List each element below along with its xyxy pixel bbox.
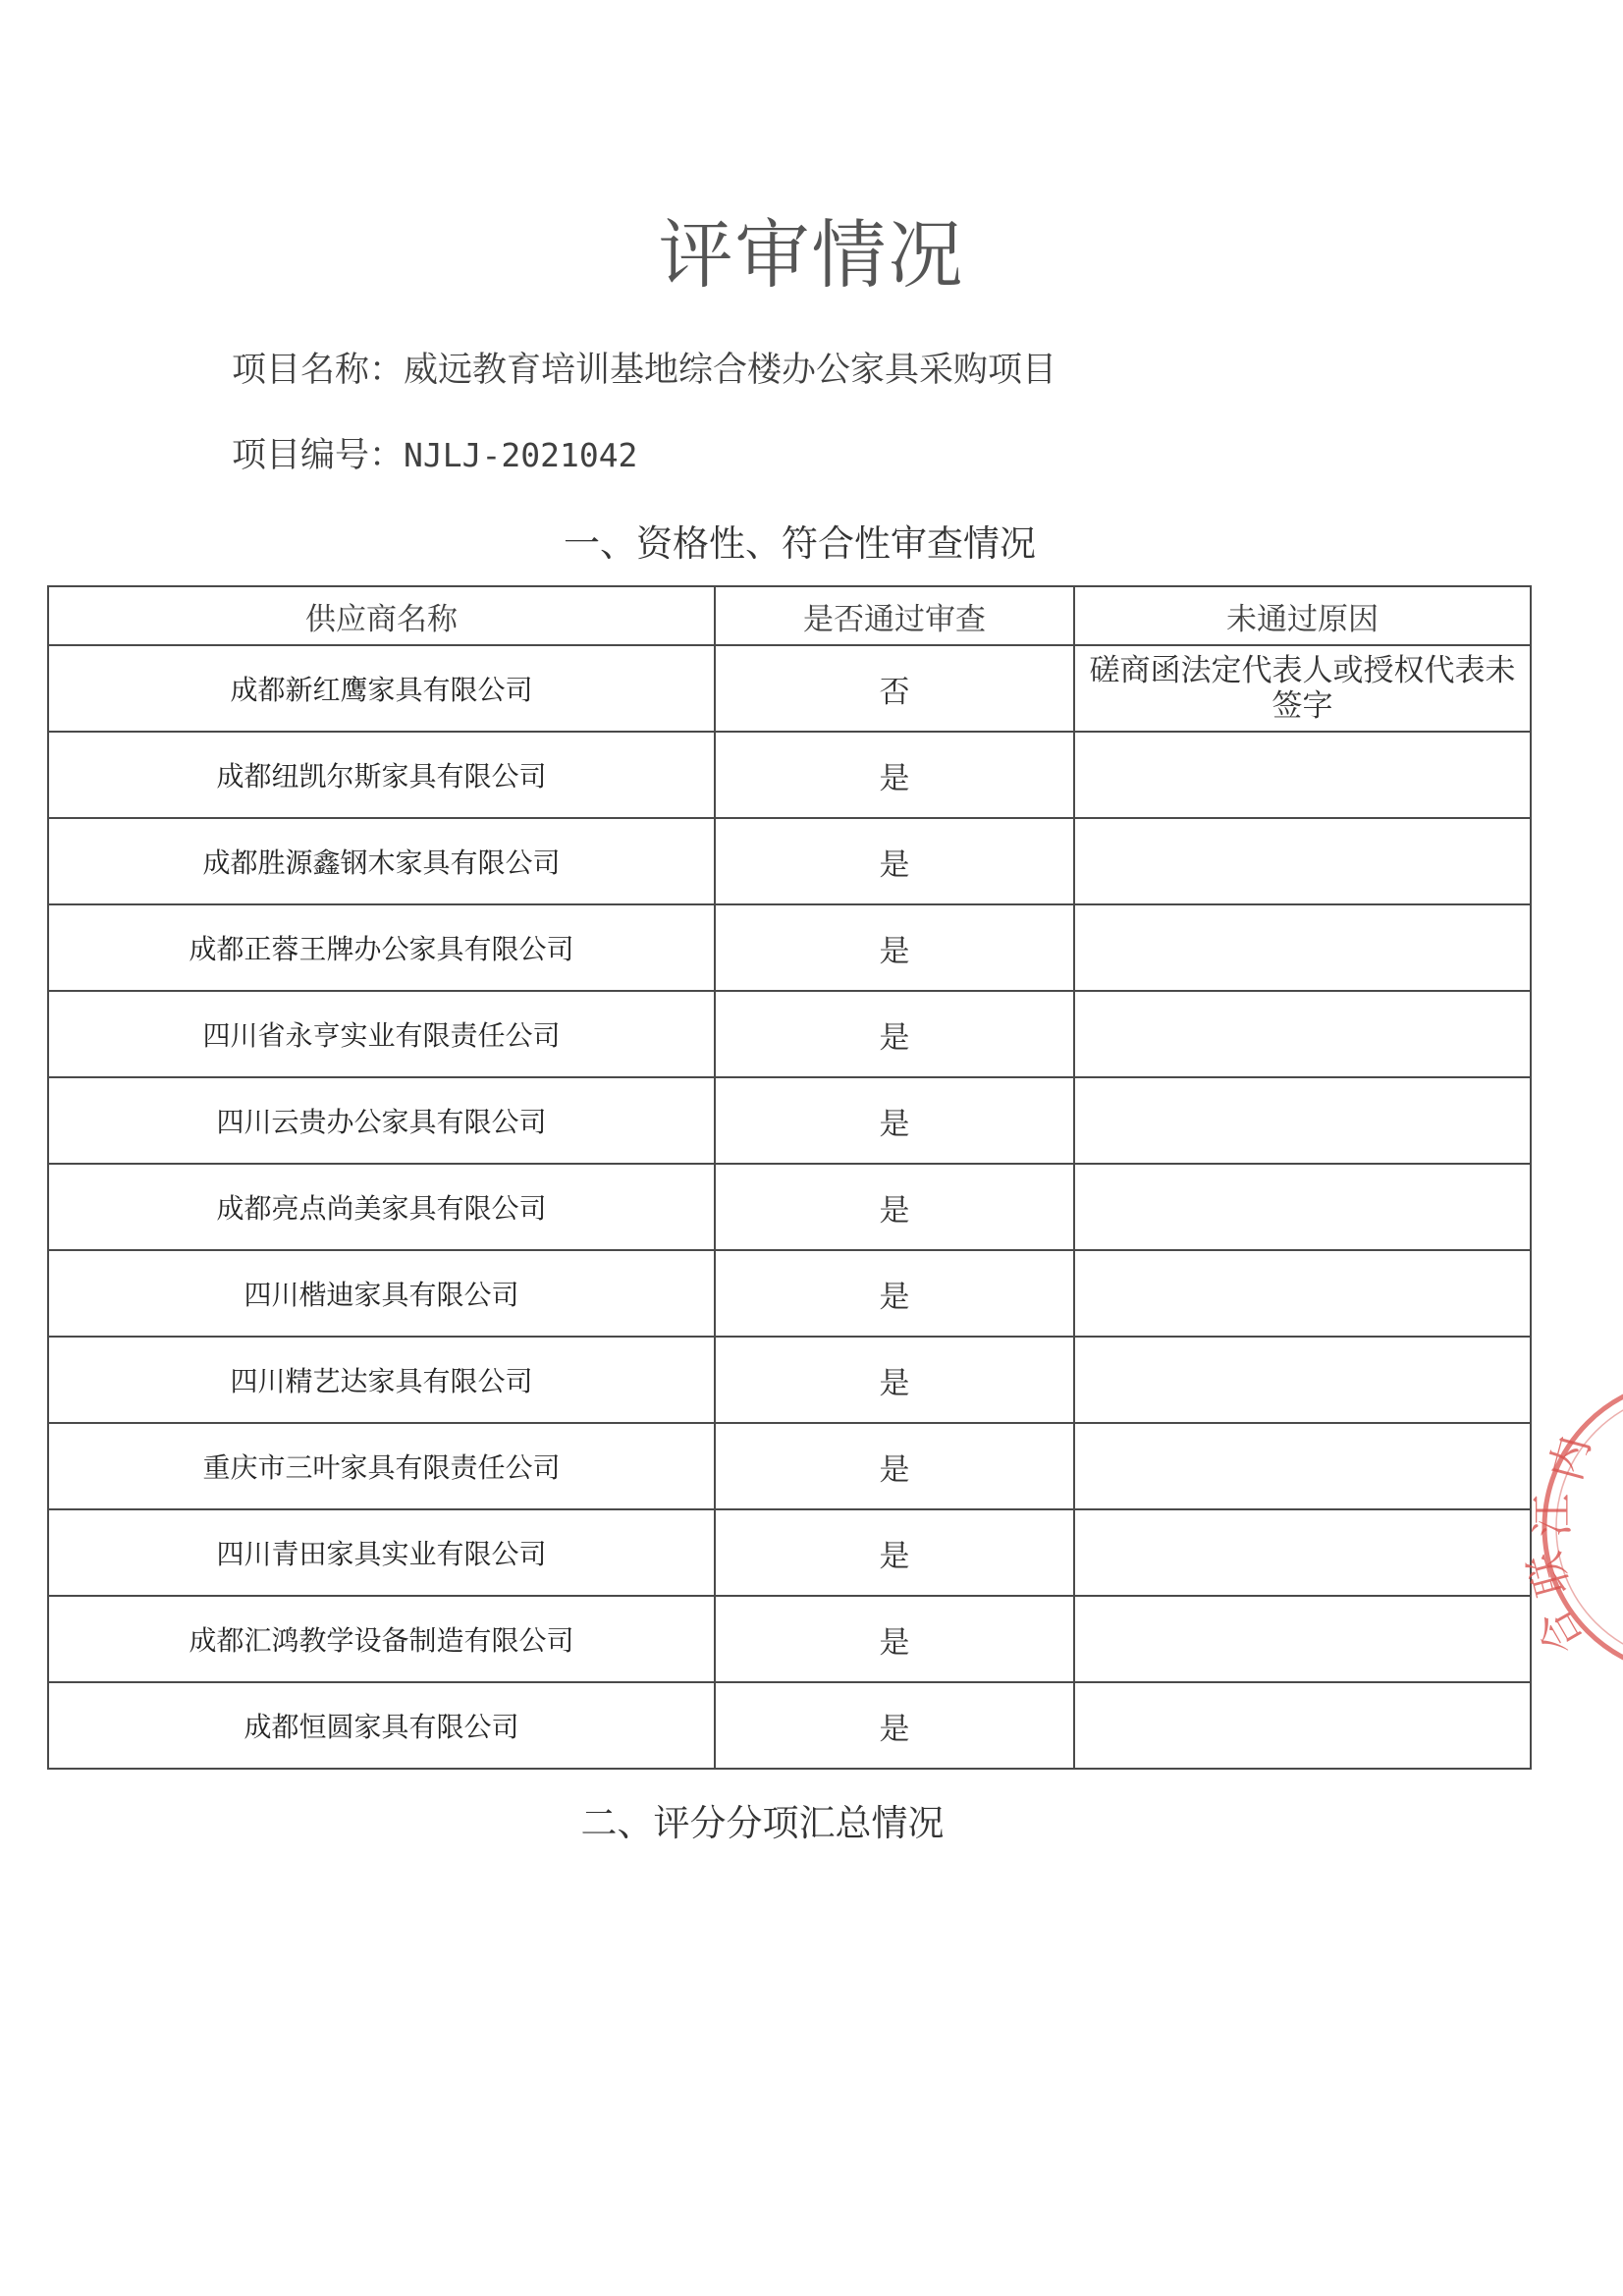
- seal-text-1: 内: [1541, 1431, 1601, 1486]
- table-row: [48, 1164, 1531, 1250]
- review-result: 否: [715, 645, 1074, 732]
- table-header-row: [48, 586, 1531, 645]
- header-passed: 是否通过审查: [715, 586, 1074, 645]
- supplier-name: 成都汇鸿教学设备制造有限公司: [48, 1596, 715, 1682]
- seal-text-2: 江: [1528, 1494, 1578, 1537]
- table-row: [48, 1509, 1531, 1596]
- review-result: 是: [715, 1596, 1074, 1682]
- supplier-name: 四川楷迪家具有限公司: [48, 1250, 715, 1337]
- review-result: 是: [715, 1077, 1074, 1164]
- table-row: [48, 1596, 1531, 1682]
- project-name-label: 项目名称：: [232, 351, 405, 390]
- fail-reason: [1074, 1682, 1531, 1769]
- review-result: 是: [715, 1682, 1074, 1769]
- page-title: 评审情况: [658, 211, 965, 299]
- review-result: 是: [715, 991, 1074, 1077]
- table-row: [48, 1337, 1531, 1423]
- fail-reason: [1074, 1250, 1531, 1337]
- fail-reason: [1074, 1423, 1531, 1509]
- supplier-name: 成都正蓉王牌办公家具有限公司: [48, 904, 715, 991]
- review-result: 是: [715, 732, 1074, 818]
- review-result: 是: [715, 1250, 1074, 1337]
- section-heading-qualification: 一、资格性、符合性审查情况: [564, 522, 1036, 565]
- supplier-name: 成都恒圆家具有限公司: [48, 1682, 715, 1769]
- header-reason: 未通过原因: [1074, 586, 1531, 645]
- supplier-name: 四川云贵办公家具有限公司: [48, 1077, 715, 1164]
- qualification-review-table: [47, 585, 1532, 1770]
- project-name-line: [232, 348, 1056, 393]
- table-row: [48, 645, 1531, 732]
- review-result: 是: [715, 1423, 1074, 1509]
- company-seal-icon: [1519, 1365, 1623, 1689]
- fail-reason: [1074, 818, 1531, 904]
- review-result: 是: [715, 1337, 1074, 1423]
- header-supplier: 供应商名称: [48, 586, 715, 645]
- fail-reason: [1074, 1164, 1531, 1250]
- fail-reason: [1074, 991, 1531, 1077]
- fail-reason: 磋商函法定代表人或授权代表未签字: [1074, 645, 1531, 732]
- review-result: 是: [715, 818, 1074, 904]
- supplier-name: 成都亮点尚美家具有限公司: [48, 1164, 715, 1250]
- seal-text-3: 联: [1519, 1546, 1580, 1602]
- review-result: 是: [715, 1509, 1074, 1596]
- table-row: [48, 1077, 1531, 1164]
- table-row: [48, 818, 1531, 904]
- table-row: [48, 1682, 1531, 1769]
- section-heading-score-summary: 二、评分分项汇总情况: [580, 1802, 945, 1844]
- table-row: [48, 904, 1531, 991]
- table-row: [48, 732, 1531, 818]
- fail-reason: [1074, 1077, 1531, 1164]
- project-code-line: [232, 433, 637, 478]
- review-result: 是: [715, 1164, 1074, 1250]
- fail-reason: [1074, 1596, 1531, 1682]
- supplier-name: 成都新红鹰家具有限公司: [48, 645, 715, 732]
- supplier-name: 四川青田家具实业有限公司: [48, 1509, 715, 1596]
- table-row: [48, 1423, 1531, 1509]
- fail-reason: [1074, 1509, 1531, 1596]
- supplier-name: 重庆市三叶家具有限责任公司: [48, 1423, 715, 1509]
- table-row: [48, 991, 1531, 1077]
- fail-reason: [1074, 904, 1531, 991]
- project-name-value: 威远教育培训基地综合楼办公家具采购项目: [404, 351, 1057, 390]
- review-result: 是: [715, 904, 1074, 991]
- project-code-label: 项目编号：: [232, 436, 405, 475]
- supplier-name: 成都纽凯尔斯家具有限公司: [48, 732, 715, 818]
- fail-reason: [1074, 1337, 1531, 1423]
- fail-reason: [1074, 732, 1531, 818]
- supplier-name: 成都胜源鑫钢木家具有限公司: [48, 818, 715, 904]
- table-row: [48, 1250, 1531, 1337]
- seal-text-4: 合: [1528, 1600, 1594, 1663]
- supplier-name: 四川精艺达家具有限公司: [48, 1337, 715, 1423]
- supplier-name: 四川省永亨实业有限责任公司: [48, 991, 715, 1077]
- project-code-value: NJLJ-2021042: [404, 436, 638, 474]
